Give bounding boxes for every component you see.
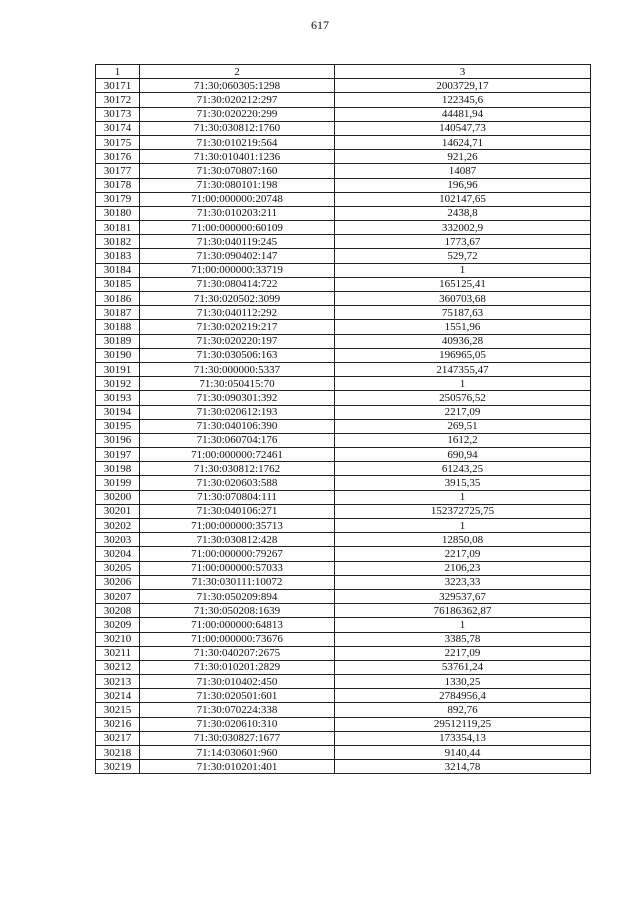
cadastral-number-cell: 71:00:000000:72461 bbox=[140, 448, 335, 462]
value-cell: 173354,13 bbox=[335, 731, 591, 745]
cadastral-number-cell: 71:30:090402:147 bbox=[140, 249, 335, 263]
value-cell: 1 bbox=[335, 618, 591, 632]
table-row bbox=[96, 362, 591, 376]
row-number-cell: 30193 bbox=[96, 391, 140, 405]
row-number-cell: 30175 bbox=[96, 135, 140, 149]
row-number-cell: 30204 bbox=[96, 547, 140, 561]
value-cell: 892,76 bbox=[335, 703, 591, 717]
row-number-cell: 30209 bbox=[96, 618, 140, 632]
cadastral-number-cell: 71:00:000000:60109 bbox=[140, 221, 335, 235]
table-row bbox=[96, 277, 591, 291]
cadastral-number-cell: 71:30:070804:111 bbox=[140, 490, 335, 504]
cadastral-number-cell: 71:30:030812:428 bbox=[140, 533, 335, 547]
cadastral-number-cell: 71:30:070807:160 bbox=[140, 164, 335, 178]
cadastral-number-cell: 71:30:010402:450 bbox=[140, 675, 335, 689]
row-number-cell: 30184 bbox=[96, 263, 140, 277]
value-cell: 529,72 bbox=[335, 249, 591, 263]
row-number-cell: 30199 bbox=[96, 476, 140, 490]
cadastral-value-table bbox=[95, 64, 591, 774]
cadastral-number-cell: 71:30:060704:176 bbox=[140, 433, 335, 447]
value-cell: 2217,09 bbox=[335, 646, 591, 660]
value-cell: 360703,68 bbox=[335, 292, 591, 306]
value-cell: 102147,65 bbox=[335, 192, 591, 206]
row-number-cell: 30178 bbox=[96, 178, 140, 192]
row-number-cell: 30206 bbox=[96, 575, 140, 589]
cadastral-number-cell: 71:30:040207:2675 bbox=[140, 646, 335, 660]
cadastral-number-cell: 71:30:010401:1236 bbox=[140, 150, 335, 164]
column-header-2: 2 bbox=[140, 65, 335, 79]
table-row bbox=[96, 476, 591, 490]
cadastral-number-cell: 71:00:000000:64813 bbox=[140, 618, 335, 632]
table-row bbox=[96, 93, 591, 107]
table-row bbox=[96, 121, 591, 135]
row-number-cell: 30202 bbox=[96, 519, 140, 533]
cadastral-number-cell: 71:30:020212:297 bbox=[140, 93, 335, 107]
table-row bbox=[96, 675, 591, 689]
table-row bbox=[96, 575, 591, 589]
value-cell: 2438,8 bbox=[335, 206, 591, 220]
row-number-cell: 30172 bbox=[96, 93, 140, 107]
row-number-cell: 30215 bbox=[96, 703, 140, 717]
value-cell: 165125,41 bbox=[335, 277, 591, 291]
cadastral-number-cell: 71:30:020502:3099 bbox=[140, 292, 335, 306]
value-cell: 140547,73 bbox=[335, 121, 591, 135]
table-row bbox=[96, 448, 591, 462]
cadastral-number-cell: 71:30:020610:310 bbox=[140, 717, 335, 731]
value-cell: 29512119,25 bbox=[335, 717, 591, 731]
value-cell: 196,96 bbox=[335, 178, 591, 192]
table-row bbox=[96, 206, 591, 220]
value-cell: 1612,2 bbox=[335, 433, 591, 447]
value-cell: 122345,6 bbox=[335, 93, 591, 107]
row-number-cell: 30179 bbox=[96, 192, 140, 206]
table-row bbox=[96, 292, 591, 306]
value-cell: 3223,33 bbox=[335, 575, 591, 589]
cadastral-number-cell: 71:30:050209:894 bbox=[140, 589, 335, 603]
row-number-cell: 30216 bbox=[96, 717, 140, 731]
value-cell: 76186362,87 bbox=[335, 604, 591, 618]
table-row bbox=[96, 164, 591, 178]
value-cell: 1330,25 bbox=[335, 675, 591, 689]
value-cell: 2147355,47 bbox=[335, 362, 591, 376]
table-row bbox=[96, 632, 591, 646]
table-row bbox=[96, 405, 591, 419]
value-cell: 61243,25 bbox=[335, 462, 591, 476]
cadastral-number-cell: 71:00:000000:79267 bbox=[140, 547, 335, 561]
row-number-cell: 30213 bbox=[96, 675, 140, 689]
table-row bbox=[96, 79, 591, 93]
table-row bbox=[96, 703, 591, 717]
table-row bbox=[96, 433, 591, 447]
cadastral-number-cell: 71:30:050208:1639 bbox=[140, 604, 335, 618]
table-row bbox=[96, 490, 591, 504]
value-cell: 3915,35 bbox=[335, 476, 591, 490]
value-cell: 1 bbox=[335, 263, 591, 277]
value-cell: 1 bbox=[335, 490, 591, 504]
cadastral-number-cell: 71:30:020220:299 bbox=[140, 107, 335, 121]
cadastral-number-cell: 71:30:020603:588 bbox=[140, 476, 335, 490]
table-row bbox=[96, 646, 591, 660]
row-number-cell: 30200 bbox=[96, 490, 140, 504]
cadastral-number-cell: 71:00:000000:57033 bbox=[140, 561, 335, 575]
table-row bbox=[96, 660, 591, 674]
row-number-cell: 30181 bbox=[96, 221, 140, 235]
table-row bbox=[96, 135, 591, 149]
row-number-cell: 30196 bbox=[96, 433, 140, 447]
value-cell: 332002,9 bbox=[335, 221, 591, 235]
cadastral-number-cell: 71:30:030812:1762 bbox=[140, 462, 335, 476]
value-cell: 14624,71 bbox=[335, 135, 591, 149]
cadastral-number-cell: 71:30:010201:401 bbox=[140, 760, 335, 774]
row-number-cell: 30190 bbox=[96, 348, 140, 362]
cadastral-number-cell: 71:00:000000:35713 bbox=[140, 519, 335, 533]
table-row bbox=[96, 504, 591, 518]
value-cell: 329537,67 bbox=[335, 589, 591, 603]
cadastral-number-cell: 71:30:020219:217 bbox=[140, 320, 335, 334]
cadastral-number-cell: 71:30:000000:5337 bbox=[140, 362, 335, 376]
row-number-cell: 30177 bbox=[96, 164, 140, 178]
value-cell: 2784956,4 bbox=[335, 689, 591, 703]
value-cell: 269,51 bbox=[335, 419, 591, 433]
table-row bbox=[96, 618, 591, 632]
column-header-3: 3 bbox=[335, 65, 591, 79]
cadastral-number-cell: 71:30:080414:722 bbox=[140, 277, 335, 291]
row-number-cell: 30186 bbox=[96, 292, 140, 306]
row-number-cell: 30210 bbox=[96, 632, 140, 646]
row-number-cell: 30197 bbox=[96, 448, 140, 462]
row-number-cell: 30218 bbox=[96, 746, 140, 760]
table-row bbox=[96, 717, 591, 731]
row-number-cell: 30203 bbox=[96, 533, 140, 547]
cadastral-number-cell: 71:30:020612:193 bbox=[140, 405, 335, 419]
row-number-cell: 30214 bbox=[96, 689, 140, 703]
table-row bbox=[96, 306, 591, 320]
row-number-cell: 30208 bbox=[96, 604, 140, 618]
value-cell: 12850,08 bbox=[335, 533, 591, 547]
cadastral-number-cell: 71:30:040106:271 bbox=[140, 504, 335, 518]
cadastral-number-cell: 71:30:060305:1298 bbox=[140, 79, 335, 93]
table-row bbox=[96, 419, 591, 433]
cadastral-number-cell: 71:30:090301:392 bbox=[140, 391, 335, 405]
cadastral-number-cell: 71:30:010201:2829 bbox=[140, 660, 335, 674]
table-row bbox=[96, 462, 591, 476]
value-cell: 14087 bbox=[335, 164, 591, 178]
cadastral-number-cell: 71:30:040119:245 bbox=[140, 235, 335, 249]
cadastral-number-cell: 71:30:040112:292 bbox=[140, 306, 335, 320]
value-cell: 75187,63 bbox=[335, 306, 591, 320]
table-row bbox=[96, 746, 591, 760]
table-row bbox=[96, 689, 591, 703]
table-row bbox=[96, 348, 591, 362]
column-header-1: 1 bbox=[96, 65, 140, 79]
value-cell: 40936,28 bbox=[335, 334, 591, 348]
cadastral-number-cell: 71:30:020501:601 bbox=[140, 689, 335, 703]
row-number-cell: 30189 bbox=[96, 334, 140, 348]
cadastral-number-cell: 71:30:070224:338 bbox=[140, 703, 335, 717]
table-row bbox=[96, 320, 591, 334]
table-row bbox=[96, 604, 591, 618]
value-cell: 1 bbox=[335, 377, 591, 391]
row-number-cell: 30198 bbox=[96, 462, 140, 476]
row-number-cell: 30173 bbox=[96, 107, 140, 121]
row-number-cell: 30185 bbox=[96, 277, 140, 291]
row-number-cell: 30217 bbox=[96, 731, 140, 745]
cadastral-number-cell: 71:30:010219:564 bbox=[140, 135, 335, 149]
table-row bbox=[96, 235, 591, 249]
table-row bbox=[96, 533, 591, 547]
table-row bbox=[96, 589, 591, 603]
cadastral-number-cell: 71:30:020220:197 bbox=[140, 334, 335, 348]
table-row bbox=[96, 547, 591, 561]
value-cell: 2106,23 bbox=[335, 561, 591, 575]
cadastral-number-cell: 71:30:050415:70 bbox=[140, 377, 335, 391]
table-header-row bbox=[96, 65, 591, 79]
row-number-cell: 30187 bbox=[96, 306, 140, 320]
table-row bbox=[96, 334, 591, 348]
value-cell: 1551,96 bbox=[335, 320, 591, 334]
value-cell: 53761,24 bbox=[335, 660, 591, 674]
table-row bbox=[96, 263, 591, 277]
table-row bbox=[96, 391, 591, 405]
row-number-cell: 30219 bbox=[96, 760, 140, 774]
cadastral-number-cell: 71:30:030111:10072 bbox=[140, 575, 335, 589]
row-number-cell: 30174 bbox=[96, 121, 140, 135]
cadastral-number-cell: 71:00:000000:33719 bbox=[140, 263, 335, 277]
table-row bbox=[96, 192, 591, 206]
value-cell: 690,94 bbox=[335, 448, 591, 462]
value-cell: 250576,52 bbox=[335, 391, 591, 405]
table-row bbox=[96, 377, 591, 391]
table-row bbox=[96, 150, 591, 164]
value-cell: 2003729,17 bbox=[335, 79, 591, 93]
value-cell: 196965,05 bbox=[335, 348, 591, 362]
table-row bbox=[96, 731, 591, 745]
row-number-cell: 30183 bbox=[96, 249, 140, 263]
cadastral-number-cell: 71:30:030506:163 bbox=[140, 348, 335, 362]
row-number-cell: 30201 bbox=[96, 504, 140, 518]
cadastral-number-cell: 71:00:000000:20748 bbox=[140, 192, 335, 206]
value-cell: 921,26 bbox=[335, 150, 591, 164]
table-row bbox=[96, 107, 591, 121]
row-number-cell: 30207 bbox=[96, 589, 140, 603]
row-number-cell: 30180 bbox=[96, 206, 140, 220]
table-row bbox=[96, 221, 591, 235]
value-cell: 3385,78 bbox=[335, 632, 591, 646]
row-number-cell: 30188 bbox=[96, 320, 140, 334]
row-number-cell: 30195 bbox=[96, 419, 140, 433]
cadastral-number-cell: 71:30:080101:198 bbox=[140, 178, 335, 192]
table-row bbox=[96, 178, 591, 192]
row-number-cell: 30171 bbox=[96, 79, 140, 93]
value-cell: 152372725,75 bbox=[335, 504, 591, 518]
table-row bbox=[96, 249, 591, 263]
table-row bbox=[96, 760, 591, 774]
value-cell: 2217,09 bbox=[335, 547, 591, 561]
table-row bbox=[96, 561, 591, 575]
value-cell: 9140,44 bbox=[335, 746, 591, 760]
value-cell: 2217,09 bbox=[335, 405, 591, 419]
row-number-cell: 30205 bbox=[96, 561, 140, 575]
row-number-cell: 30182 bbox=[96, 235, 140, 249]
row-number-cell: 30211 bbox=[96, 646, 140, 660]
cadastral-number-cell: 71:30:030827:1677 bbox=[140, 731, 335, 745]
table-body bbox=[96, 79, 591, 774]
cadastral-number-cell: 71:14:030601:960 bbox=[140, 746, 335, 760]
table-row bbox=[96, 519, 591, 533]
row-number-cell: 30212 bbox=[96, 660, 140, 674]
cadastral-number-cell: 71:30:040106:390 bbox=[140, 419, 335, 433]
value-cell: 44481,94 bbox=[335, 107, 591, 121]
value-cell: 1773,67 bbox=[335, 235, 591, 249]
row-number-cell: 30176 bbox=[96, 150, 140, 164]
row-number-cell: 30194 bbox=[96, 405, 140, 419]
cadastral-number-cell: 71:30:010203:211 bbox=[140, 206, 335, 220]
page-number: 617 bbox=[311, 18, 329, 32]
row-number-cell: 30191 bbox=[96, 362, 140, 376]
value-cell: 1 bbox=[335, 519, 591, 533]
row-number-cell: 30192 bbox=[96, 377, 140, 391]
value-cell: 3214,78 bbox=[335, 760, 591, 774]
cadastral-number-cell: 71:00:000000:73676 bbox=[140, 632, 335, 646]
cadastral-number-cell: 71:30:030812:1760 bbox=[140, 121, 335, 135]
